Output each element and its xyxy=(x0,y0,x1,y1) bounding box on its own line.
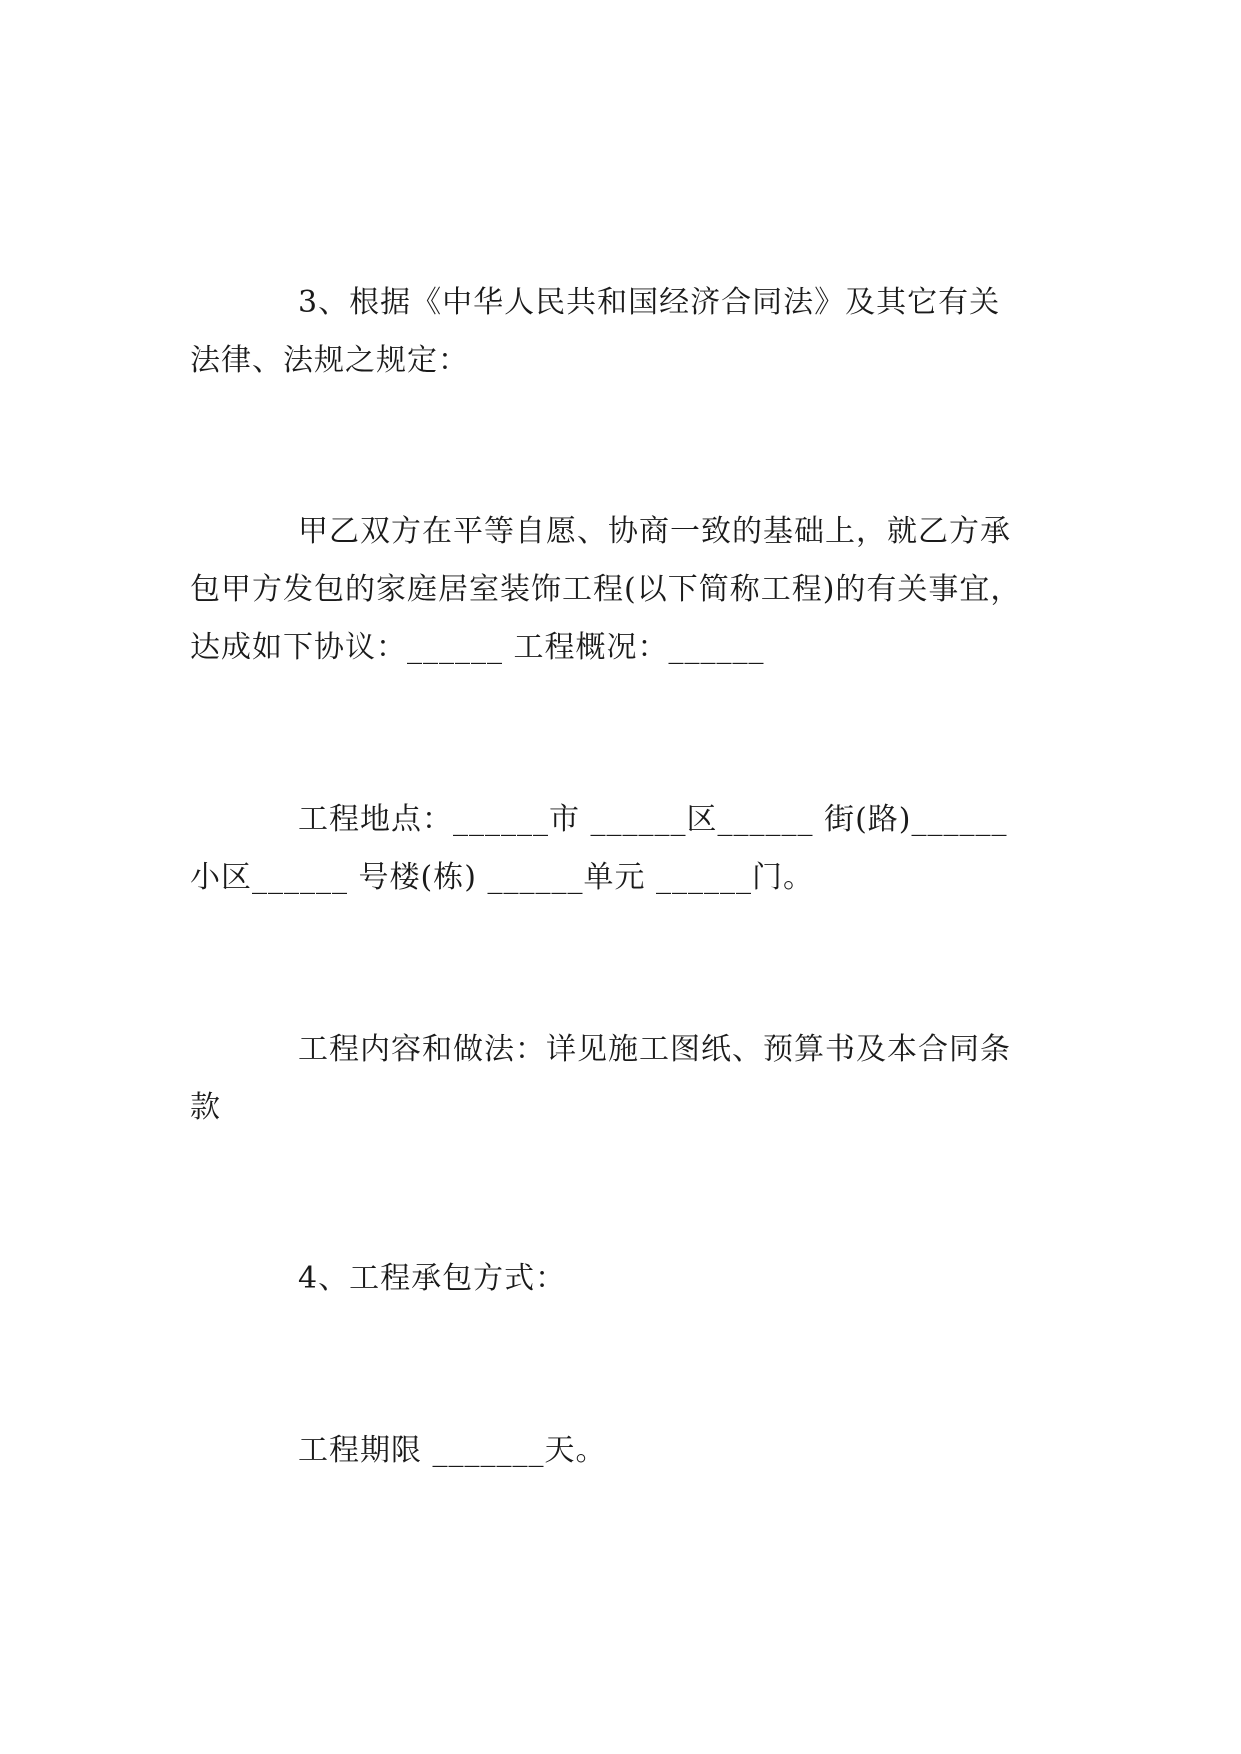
paragraph-line: 甲乙双方在平等自愿、协商一致的基础上，就乙方承 xyxy=(298,514,1011,549)
paragraph-line: 小区______ 号楼(栋) ______单元 ______门。 xyxy=(190,860,815,895)
paragraph-line: 款 xyxy=(190,1090,221,1125)
paragraph-line: 达成如下协议：______ 工程概况：______ xyxy=(190,630,765,665)
paragraph-line: 工程内容和做法：详见施工图纸、预算书及本合同条 xyxy=(298,1032,1011,1067)
paragraph-line: 工程期限 _______天。 xyxy=(298,1433,607,1468)
paragraph-line: 工程地点：______市 ______区______ 街(路)______ xyxy=(298,802,1008,837)
paragraph-line: 3、根据《中华人民共和国经济合同法》及其它有关 xyxy=(298,285,1001,320)
paragraph-line: 包甲方发包的家庭居室装饰工程(以下简称工程)的有关事宜， xyxy=(190,572,1022,607)
paragraph-line: 法律、法规之规定： xyxy=(190,343,469,378)
paragraph-line: 4、工程承包方式： xyxy=(298,1261,567,1296)
